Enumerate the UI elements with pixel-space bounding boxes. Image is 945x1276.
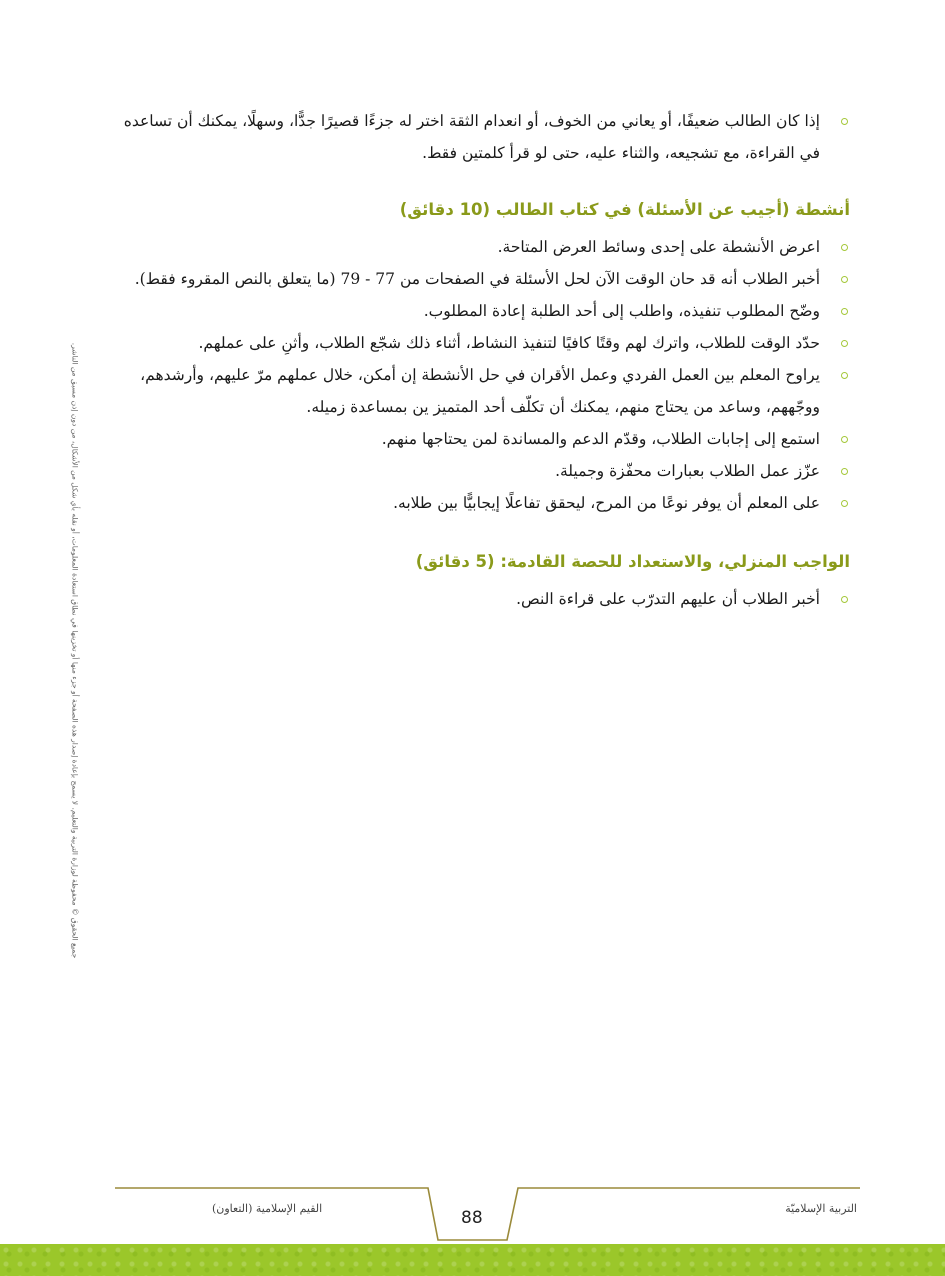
list-item: على المعلم أن يوفر نوعًا من المرح، ليحقق تفاعلًا إيجابيًّا بين طلابه. [110, 487, 850, 519]
footer-lesson-title: القيم الإسلامية (التعاون) [212, 1202, 323, 1215]
bullet-circle-icon [841, 436, 848, 443]
bullet-circle-icon [841, 308, 848, 315]
homework-heading: الواجب المنزلي، والاستعداد للحصة القادمة: (5 دقائق) [415, 552, 850, 571]
bullet-circle-icon [841, 118, 848, 125]
bullet-circle-icon [841, 372, 848, 379]
activities-heading: أنشطة (أجيب عن الأسئلة) في كتاب الطالب (10 دقائق) [399, 200, 850, 219]
homework-section [110, 547, 850, 615]
list-item: أخبر الطلاب أن عليهم التدرّب على قراءة النص. [110, 583, 850, 615]
homework-list [110, 583, 850, 615]
list-item: يراوح المعلم بين العمل الفردي وعمل الأقران في حل الأنشطة إن أمكن، خلال عملهم مرّ عليهم، وأرشدهم، ووجّههم، وساعد من يحتاج منهم، يمكنك أن تكلّف أحد المتميز ين بمساعدة زميله. [110, 359, 850, 423]
activities-section [110, 195, 850, 519]
list-item: عزّز عمل الطلاب بعبارات محفّزة وجميلة. [110, 455, 850, 487]
bullet-circle-icon [841, 276, 848, 283]
footer-green-band [0, 1244, 945, 1276]
list-item: وضّح المطلوب تنفيذه، واطلب إلى أحد الطلبة إعادة المطلوب. [110, 295, 850, 327]
bullet-circle-icon [841, 468, 848, 475]
list-item: استمع إلى إجابات الطلاب، وقدّم الدعم والمساندة لمن يحتاجها منهم. [110, 423, 850, 455]
list-item: حدّد الوقت للطلاب، واترك لهم وقتًا كافيًا لتنفيذ النشاط، أثناء ذلك شجّع الطلاب، وأثنِ على عملهم. [110, 327, 850, 359]
page-content [110, 105, 850, 643]
intro-bullet [110, 105, 850, 169]
list-item: أخبر الطلاب أنه قد حان الوقت الآن لحل الأسئلة في الصفحات من 77 - 79 (ما يتعلق بالنص المقروء فقط). [110, 263, 850, 295]
bullet-circle-icon [841, 500, 848, 507]
bullet-circle-icon [841, 340, 848, 347]
copyright-side-note: جميع الحقوق © محفوظة لوزارة التربية والتعليم. لا يسمح بإعادة إصدار هذه الصفحة أو جزء منها أو تخزينها في نطاق استعادة المعلومات، أو نقله بأي شكل من الأشكال، من دون إذن مسبق من الناشر. [70, 342, 80, 958]
footer-subject-title: التربية الإسلاميّة [785, 1202, 857, 1215]
page-number: 88 [461, 1208, 483, 1228]
bullet-circle-icon [841, 244, 848, 251]
intro-bullet-text: إذا كان الطالب ضعيفًا، أو يعاني من الخوف، أو انعدام الثقة اختر له جزءًا قصيرًا جدًّا، وسهلًا، يمكنك أن تساعده في القراءة، مع تشجيعه، والثناء عليه، حتى لو قرأ كلمتين فقط. [123, 112, 820, 162]
list-item: اعرض الأنشطة على إحدى وسائط العرض المتاحة. [110, 231, 850, 263]
bullet-circle-icon [841, 596, 848, 603]
activities-list [110, 231, 850, 519]
